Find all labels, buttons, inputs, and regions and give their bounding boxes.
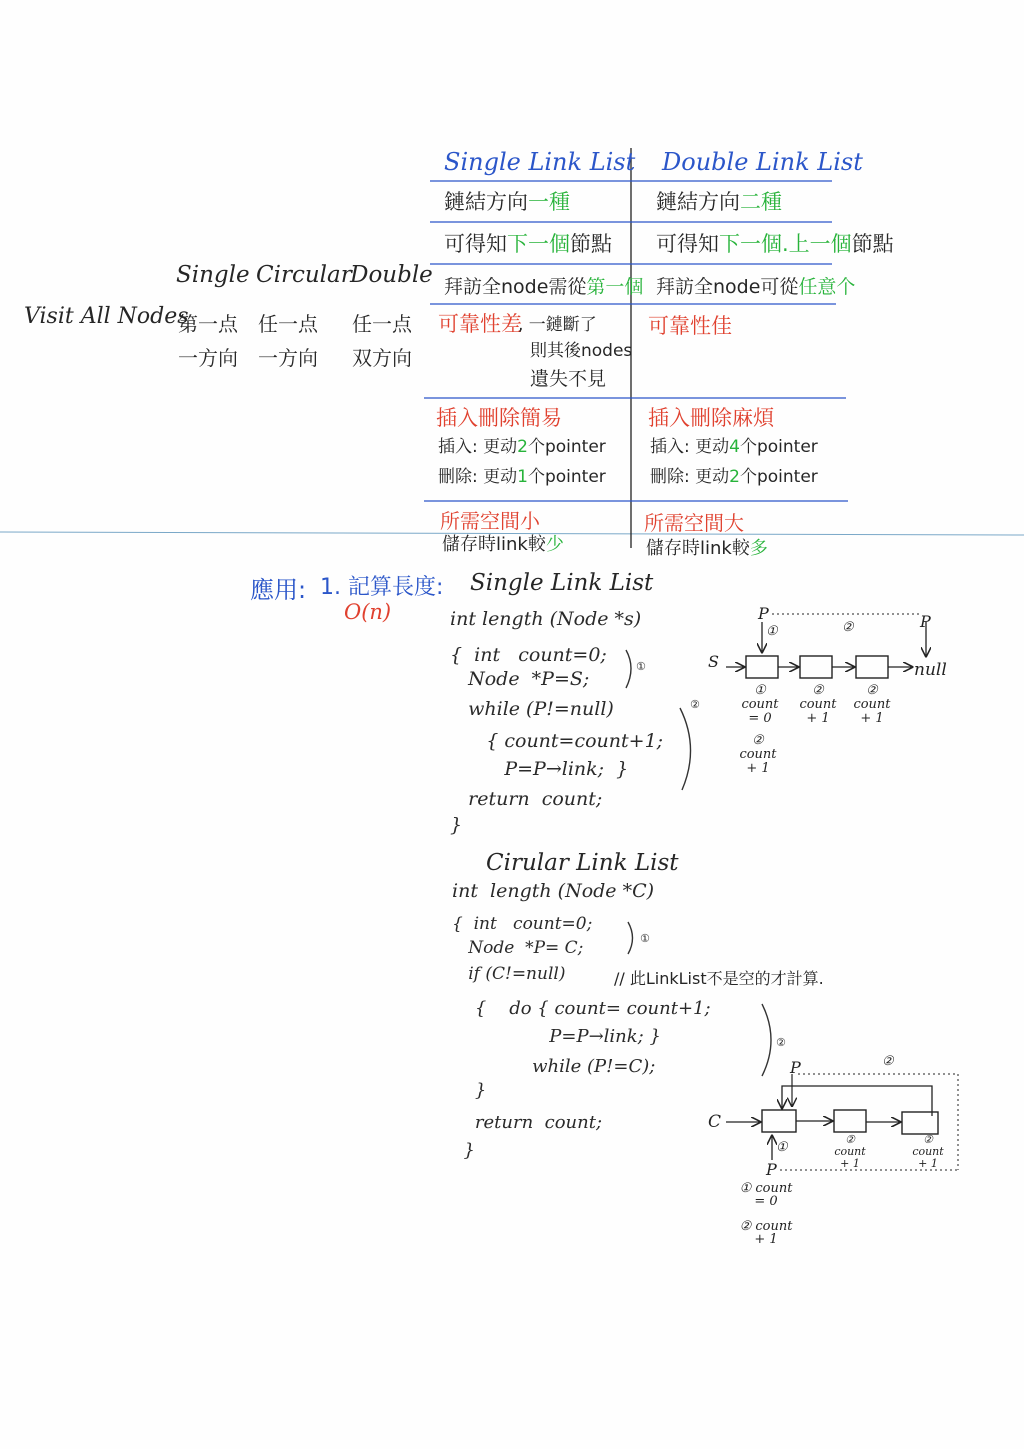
circular-list-diagram [700,1060,970,1190]
single-code-title: Single Link List [470,570,654,596]
circular-node-1 [762,1110,796,1132]
single-node-1 [746,656,778,678]
circular-code-line-2: { int count=0; [452,914,593,934]
application-item: 1. 記算長度: [320,575,444,600]
double-insert-text: 插入: 更动 [650,437,730,457]
single-diagram-m1: ① [766,624,778,639]
header-single-link-list: Single Link List [444,148,636,176]
single-insert-num: 2 [517,437,528,457]
circular-diagram-count-3: ② count + 1 [912,1133,944,1170]
circular-code-title: Cirular Link List [486,850,679,876]
circular-code-mark-1: ① [640,932,650,945]
double-insert-delete: 插入刪除麻煩 [648,406,774,430]
col-circular-header: Circular [256,262,352,288]
circular-code-line-9: return count; [452,1112,603,1133]
double-know-suffix: 節點 [851,232,894,256]
circular-code-line-4: if (C!=null) [452,964,566,984]
single-space-accent: 少 [545,534,564,555]
single-diagram-ptr1: P [758,604,769,623]
single-reliability: 可靠性差 [438,312,522,336]
single-insert-suffix: 个pointer [527,437,606,457]
col-single-header: Single [176,262,250,288]
circular-diagram-m2: ② [882,1054,894,1069]
circular-diagram-head: C [708,1112,722,1132]
double-space-accent: 多 [749,538,768,559]
double-direction-accent: 二種 [740,190,782,214]
single-code-line-8: } [450,814,463,836]
single-delete-num: 1 [517,467,528,487]
col-circular-line2: 一方向 [258,346,318,370]
single-know-suffix: 節點 [570,232,612,256]
col-double-line2: 双方向 [352,346,412,370]
double-know-accent: 下一個.上一個 [719,232,852,256]
circular-diagram-count-2: ② count + 1 [834,1133,866,1170]
single-reliability-note2: 則其後nodes [530,341,633,361]
single-reliability-note1: , 一鏈斷了 [518,315,597,335]
double-direction-text: 鏈結方向 [656,190,740,214]
single-reliability-note3: 遺失不見 [530,368,607,390]
circular-code-line-3: Node *P= C; [452,938,584,958]
application-label: 應用: [250,576,307,604]
circular-code-line-1: int length (Node *C) [452,880,655,902]
double-visit-accent: 任意个 [798,276,856,298]
single-code-line-4: while (P!=null) [450,698,614,720]
single-code-mark-1: ① [636,660,646,673]
circular-code-line-6: P=P→link; } [452,1026,661,1047]
double-visit-text: 拜訪全node可從 [656,276,799,298]
col-double-header: Double [350,262,433,288]
single-delete-suffix: 个pointer [527,467,606,487]
single-diagram-count-1: ① count = 0 [741,683,779,726]
col-circular-line1: 任一点 [258,312,318,336]
circular-diagram-count-4: ② count + 1 [739,1219,793,1247]
single-direction-accent: 一種 [528,190,570,214]
circular-code-comment: // 此LinkList不是空的才計算. [614,969,824,988]
double-insert-suffix: 个pointer [739,437,818,457]
single-visit-accent: 第一個 [586,276,644,298]
single-node-3 [856,656,888,678]
header-double-link-list: Double Link List [662,148,863,176]
col-double-line1: 任一点 [352,312,412,336]
double-space-text: 儲存時link較 [646,538,750,559]
single-diagram-count-3: ② count + 1 [853,683,891,726]
single-code-line-3: Node *P=S; [450,668,590,690]
single-diagram-count-4: ② count + 1 [739,733,777,776]
single-know-accent: 下一個 [507,232,570,256]
double-delete-text: 刪除: 更动 [650,467,730,487]
single-visit-text: 拜訪全node需從 [444,276,587,298]
single-diagram-m2: ② [842,620,854,635]
single-space-text: 儲存時link較 [442,534,546,555]
circular-code-line-5: { do { count= count+1; [452,998,711,1019]
col-single-line2: 一方向 [178,346,238,370]
col-single-line1: 第一点 [178,312,238,336]
circular-code-line-10: } [452,1140,475,1161]
circular-node-2 [834,1110,866,1132]
double-space: 所需空間大 [644,511,744,535]
single-code-line-1: int length (Node *s) [450,608,642,630]
single-code-line-6: P=P→link; } [450,758,629,780]
single-diagram-tail: null [914,660,947,680]
single-diagram-head: S [708,652,719,671]
single-delete-text: 刪除: 更动 [438,467,518,487]
circular-diagram-count-1: ① count = 0 [739,1181,793,1209]
double-delete-suffix: 个pointer [739,467,818,487]
circular-diagram-ptr-top: P [790,1058,801,1077]
single-code-line-7: return count; [450,788,603,810]
single-code-line-5: { count=count+1; [450,730,664,752]
single-diagram-count-2: ② count + 1 [799,683,837,726]
single-insert-text: 插入: 更动 [438,437,518,457]
circular-diagram-ptr-bottom: P [766,1160,777,1179]
single-diagram-ptr2: P [920,612,931,631]
single-space: 所需空間小 [440,509,540,533]
single-direction-text: 鏈結方向 [444,190,528,214]
single-node-2 [800,656,832,678]
single-code-mark-2: ② [690,698,700,711]
single-know-text: 可得知 [444,232,507,256]
circular-diagram-m1: ① [776,1140,788,1155]
double-delete-num: 2 [729,467,740,487]
double-know-text: 可得知 [656,232,719,256]
visit-all-nodes-label: Visit All Nodes [24,304,189,329]
circular-code-line-7: while (P!=C); [452,1056,656,1077]
complexity: O(n) [344,600,392,624]
single-code-line-2: { int count=0; [450,644,607,666]
double-insert-num: 4 [729,437,740,457]
double-reliability: 可靠性佳 [648,314,732,338]
circular-code-mark-2: ② [776,1036,786,1049]
circular-code-line-8: } [452,1080,487,1101]
single-insert-delete: 插入刪除簡易 [436,406,562,430]
